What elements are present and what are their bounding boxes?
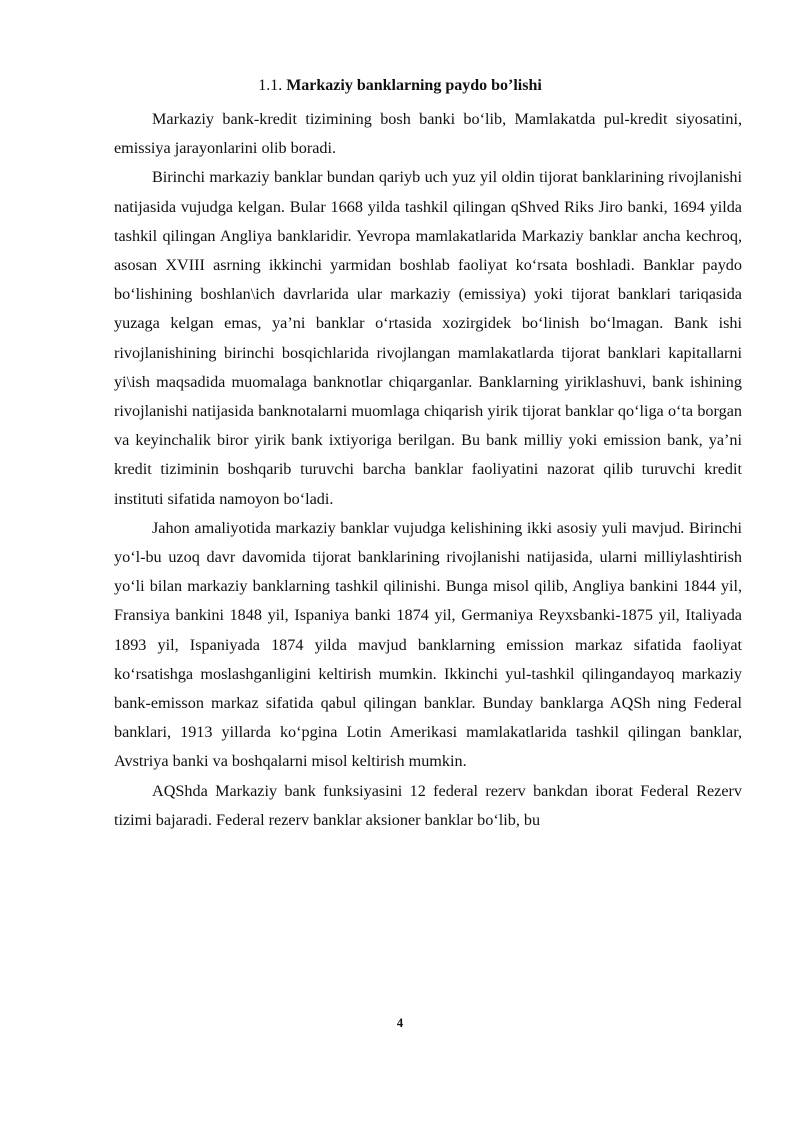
- section-number: 1.1.: [258, 77, 283, 94]
- paragraph-2: Birinchi markaziy banklar bundan qariyb uch yuz yil oldin tijorat banklarining rivojlanishi natijasida vujudga kelgan. Bular 1668 yilda tashkil qilingan qShved Riks Jiro banki, 1694 yilda tashkil qilingan Angliya banklaridir. Yevropa mamlakatlarida Markaziy banklar ancha kechroq, asosan XVIII asrning ikkinchi yarmidan boshlab faoliyat ko‘rsata boshladi. Banklar paydo bo‘lishining boshlan\ich davrlarida ular markaziy (emissiya) yoki tijorat banklari tariqasida yuzaga kelgan emas, ya’ni banklar o‘rtasida xozirgidek bo‘linish bo‘lmagan. Bank ishi rivojlanishining birinchi bosqichlarida rivojlangan mamlakatlarda tijorat banklari kapitallarni yi\ish maqsadida muomalaga banknotlar chiqarganlar. Banklarning yiriklashuvi, bank ishining rivojlanishi natijasida banknotalarni muomlaga chiqarish yirik tijorat banklar qo‘liga o‘ta borgan va keyinchalik biror yirik bank ixtiyoriga berilgan. Bu bank milliy yoki emission bank, ya’ni kredit tiziminin boshqarib turuvchi barcha banklar faoliyatini nazorat qilib turuvchi kredit instituti sifatida namoyon bo‘ladi.: [114, 168, 742, 508]
- paragraph-1: Markaziy bank-kredit tizimining bosh banki bo‘lib, Mamlakatda pul-kredit siyosatini, emissiya jarayonlarini olib boradi.: [114, 110, 742, 158]
- body-text: [114, 105, 742, 835]
- paragraph-4: AQShda Markaziy bank funksiyasini 12 federal rezerv bankdan iborat Federal Rezerv tizimi bajaradi. Federal rezerv banklar aksioner banklar bo‘lib, bu: [114, 781, 742, 829]
- paragraph-3: Jahon amaliyotida markaziy banklar vujudga kelishining ikki asosiy yuli mavjud. Birinchi yo‘l-bu uzoq davr davomida tijorat banklarining rivojlanishi natijasida, ularni milliylashtirish yo‘li bilan markaziy banklarning tashkil qilinishi. Bunga misol qilib, Angliya bankini 1844 yil, Fransiya bankini 1848 yil, Ispaniya banki 1874 yil, Germaniya Reyxsbanki-1875 yil, Italiyada 1893 yil, Ispaniyada 1874 yilda mavjud banklarning emission markaz sifatida faoliyat ko‘rsatishga moslashganligini keltirish mumkin. Ikkinchi yul-tashkil qilingandayoq markaziy bank-emisson markaz sifatida qabul qilingan banklar. Bunday banklarga AQSh ning Federal banklari, 1913 yillarda ko‘pgina Lotin Amerikasi mamlakatlarida tashkil qilingan banklar, Avstriya banki va boshqalarni misol keltirish mumkin.: [114, 518, 742, 771]
- section-heading: [0, 72, 800, 100]
- section-title: Markaziy banklarning paydo bo’lishi: [286, 77, 542, 94]
- page-number: 4: [396, 1016, 404, 1030]
